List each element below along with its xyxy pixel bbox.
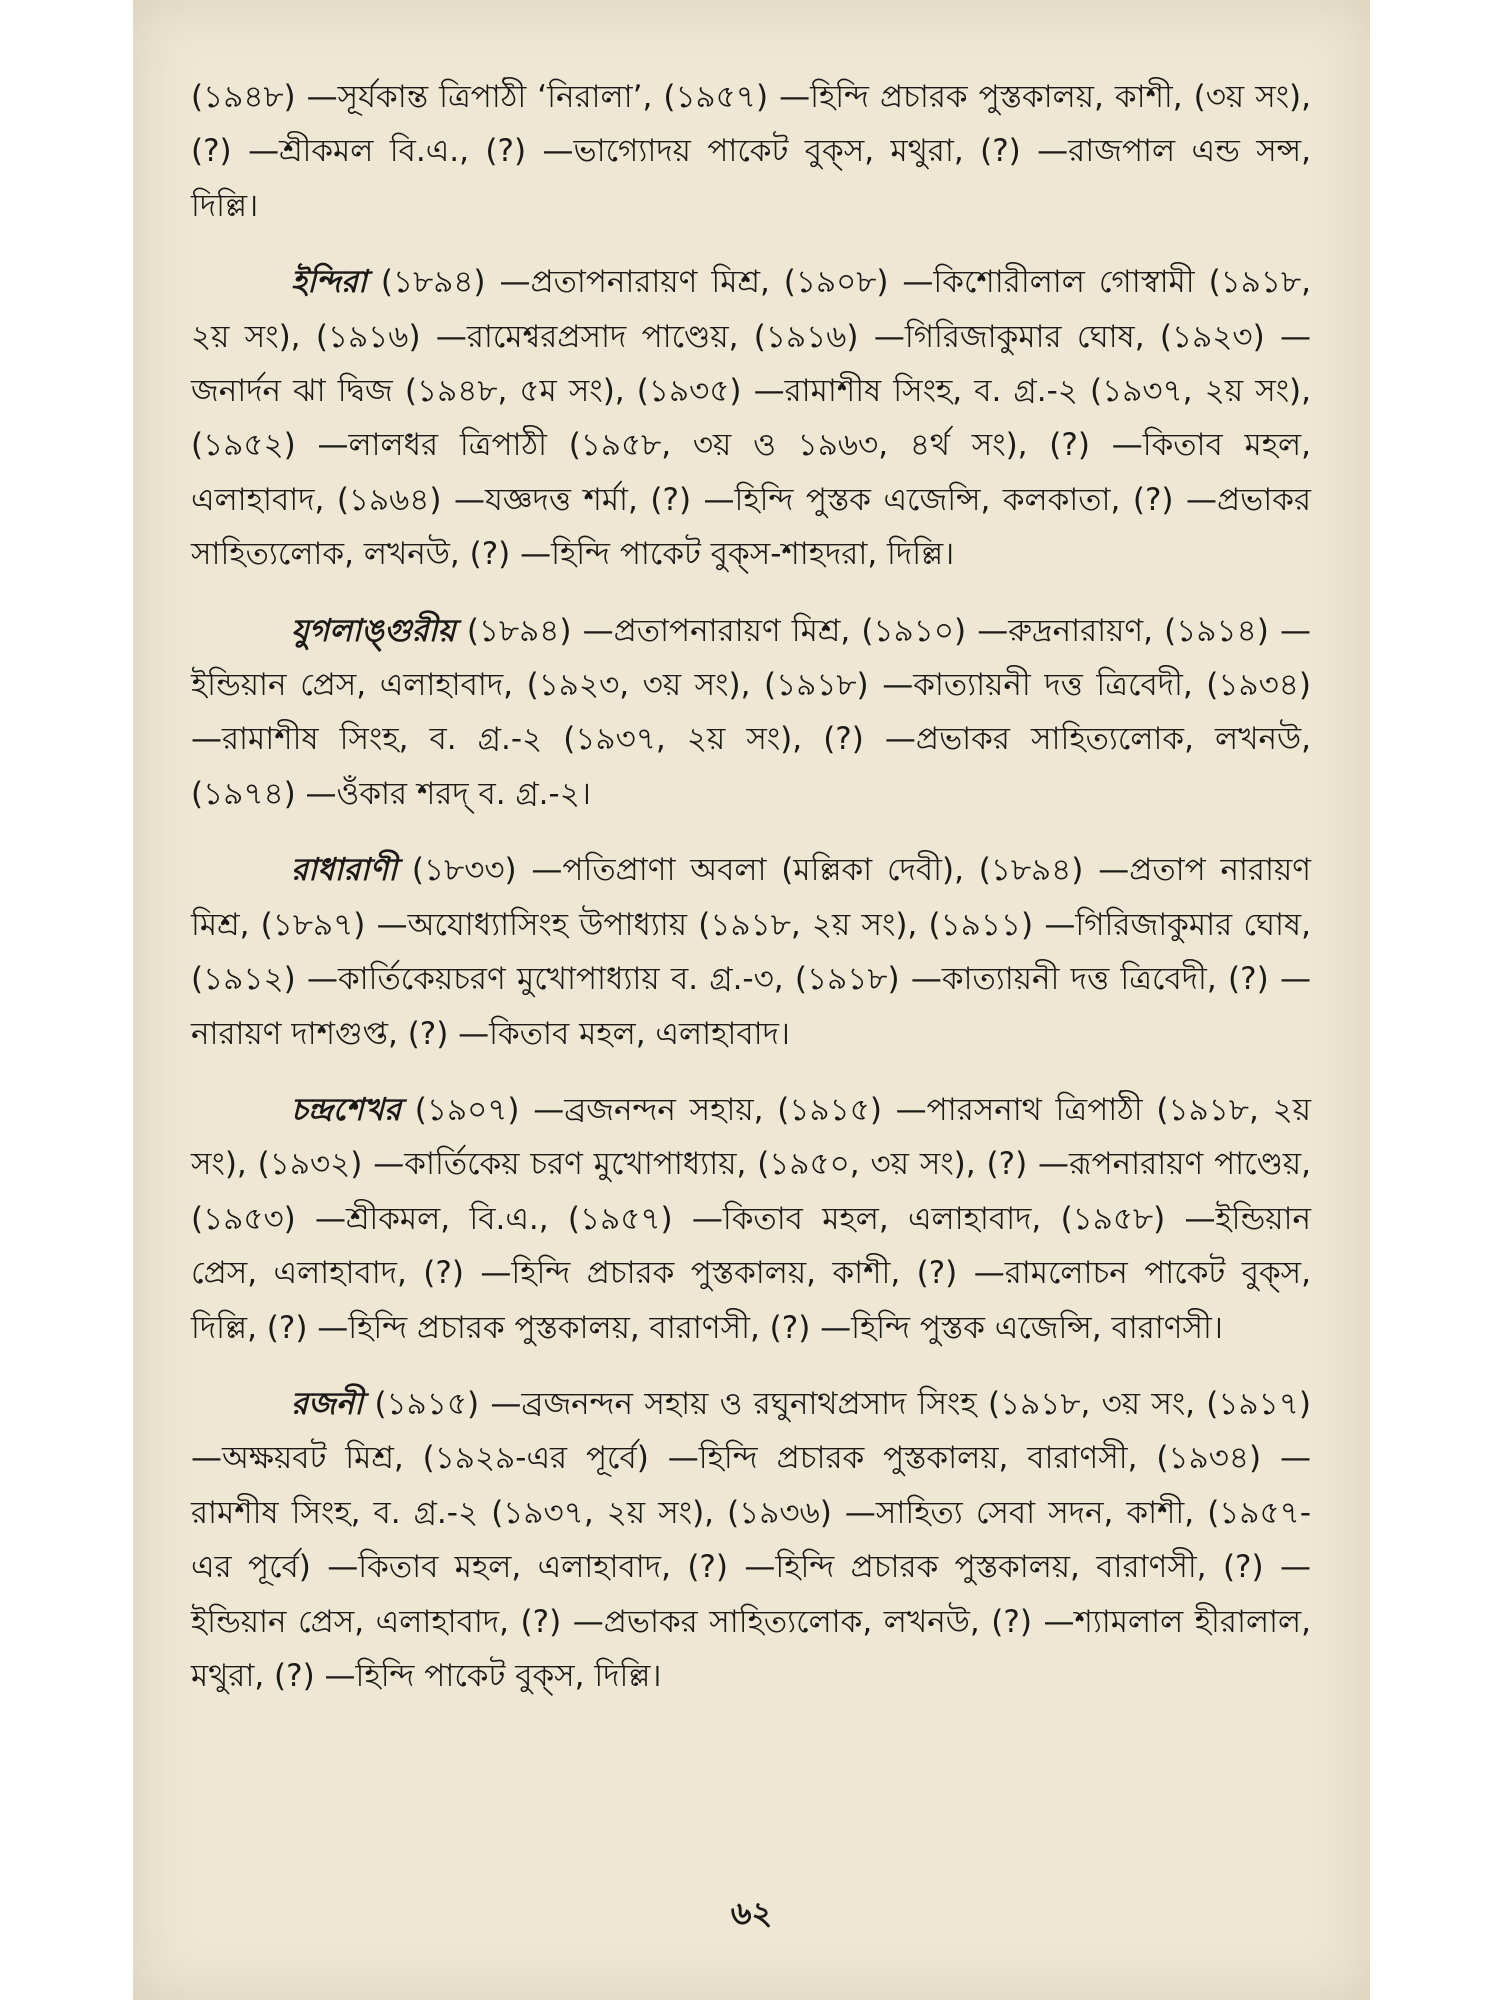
entry-body: (১৯০৭) —ব্রজনন্দন সহায়, (১৯১৫) —পারসনাথ ত্রিপাঠী (১৯১৮, ২য় সং), (১৯৩২) —কার্তিকেয় চরণ মুখোপাধ্যায়, (১৯৫০, ৩য় সং), (?) —রূপনারায়ণ পাণ্ডেয়, (১৯৫৩) —শ্রীকমল, বি.এ., (১৯৫৭) —কিতাব মহল, এলাহাবাদ, (১৯৫৮) —ইন্ডিয়ান প্রেস, এলাহাবাদ, (?) —হিন্দি প্রচারক পুস্তকালয়, কাশী, (?) —রামলোচন পাকেট বুক্‌স, দিল্লি, (?) —হিন্দি প্রচারক পুস্তকালয়, বারাণসী, (?) —হিন্দি পুস্তক এজেন্সি, বারাণসী।: [191, 1091, 1311, 1346]
entry-indira: [191, 255, 1311, 581]
entry-chandrashekhar: [191, 1083, 1311, 1355]
entry-title: চন্দ্রশেখর: [291, 1091, 402, 1128]
page-number: ৬২: [730, 1894, 773, 1932]
paragraph-body: (১৯৪৮) —সূর্যকান্ত ত্রিপাঠী ‘নিরালা’, (১৯৫৭) —হিন্দি প্রচারক পুস্তকালয়, কাশী, (৩য় সং), (?) —শ্রীকমল বি.এ., (?) —ভাগ্যোদয় পাকেট বুক্‌স, মথুরা, (?) —রাজপাল এন্ড সন্স, দিল্লি।: [191, 79, 1311, 224]
book-page: [133, 0, 1370, 2000]
entry-radharani: [191, 843, 1311, 1061]
entry-rajani: [191, 1377, 1311, 1703]
entry-body: (১৮৯৪) —প্রতাপনারায়ণ মিশ্র, (১৯০৮) —কিশোরীলাল গোস্বামী (১৯১৮, ২য় সং), (১৯১৬) —রামেশ্বরপ্রসাদ পাণ্ডেয়, (১৯১৬) —গিরিজাকুমার ঘোষ, (১৯২৩) —জনার্দন ঝা দ্বিজ (১৯৪৮, ৫ম সং), (১৯৩৫) —রামাশীষ সিংহ, ব. গ্র.-২ (১৯৩৭, ২য় সং), (১৯৫২) —লালধর ত্রিপাঠী (১৯৫৮, ৩য় ও ১৯৬৩, ৪র্থ সং), (?) —কিতাব মহল, এলাহাবাদ, (১৯৬৪) —যজ্ঞদত্ত শর্মা, (?) —হিন্দি পুস্তক এজেন্সি, কলকাতা, (?) —প্রভাকর সাহিত্যলোক, লখনউ, (?) —হিন্দি পাকেট বুক্‌স-শাহদরা, দিল্লি।: [191, 264, 1311, 573]
entry-title: যুগলাঙ্গুরীয়: [291, 612, 456, 649]
entry-title: রজনী: [291, 1385, 364, 1422]
entry-body: (১৯১৫) —ব্রজনন্দন সহায় ও রঘুনাথপ্রসাদ সিংহ (১৯১৮, ৩য় সং, (১৯১৭) —অক্ষয়বট মিশ্র, (১৯২৯-এর পূর্বে) —হিন্দি প্রচারক পুস্তকালয়, বারাণসী, (১৯৩৪) —রামশীষ সিংহ, ব. গ্র.-২ (১৯৩৭, ২য় সং), (১৯৩৬) —সাহিত্য সেবা সদন, কাশী, (১৯৫৭-এর পূর্বে) —কিতাব মহল, এলাহাবাদ, (?) —হিন্দি প্রচারক পুস্তকালয়, বারাণসী, (?) —ইন্ডিয়ান প্রেস, এলাহাবাদ, (?) —প্রভাকর সাহিত্যলোক, লখনউ, (?) —শ্যামলাল হীরালাল, মথুরা, (?) —হিন্দি পাকেট বুক্‌স, দিল্লি।: [191, 1385, 1311, 1694]
paragraph-continuation: [191, 70, 1311, 233]
entry-body: (১৮৩৩) —পতিপ্রাণা অবলা (মল্লিকা দেবী), (১৮৯৪) —প্রতাপ নারায়ণ মিশ্র, (১৮৯৭) —অযোধ্যাসিংহ উপাধ্যায় (১৯১৮, ২য় সং), (১৯১১) —গিরিজাকুমার ঘোষ, (১৯১২) —কার্তিকেয়চরণ মুখোপাধ্যায় ব. গ্র.-৩, (১৯১৮) —কাত্যায়নী দত্ত ত্রিবেদী, (?) —নারায়ণ দাশগুপ্ত, (?) —কিতাব মহল, এলাহাবাদ।: [191, 852, 1311, 1052]
entry-jugalanguriya: [191, 604, 1311, 822]
entry-title: ইন্দিরা: [291, 264, 367, 301]
entry-title: রাধারাণী: [291, 852, 398, 889]
entry-body: (১৮৯৪) —প্রতাপনারায়ণ মিশ্র, (১৯১০) —রুদ্রনারায়ণ, (১৯১৪) —ইন্ডিয়ান প্রেস, এলাহাবাদ, (১৯২৩, ৩য় সং), (১৯১৮) —কাত্যায়নী দত্ত ত্রিবেদী, (১৯৩৪) —রামাশীষ সিংহ, ব. গ্র.-২ (১৯৩৭, ২য় সং), (?) —প্রভাকর সাহিত্যলোক, লখনউ, (১৯৭৪) —ওঁকার শরদ্‌ ব. গ্র.-২।: [191, 612, 1311, 812]
page-body-text: [191, 70, 1311, 1725]
